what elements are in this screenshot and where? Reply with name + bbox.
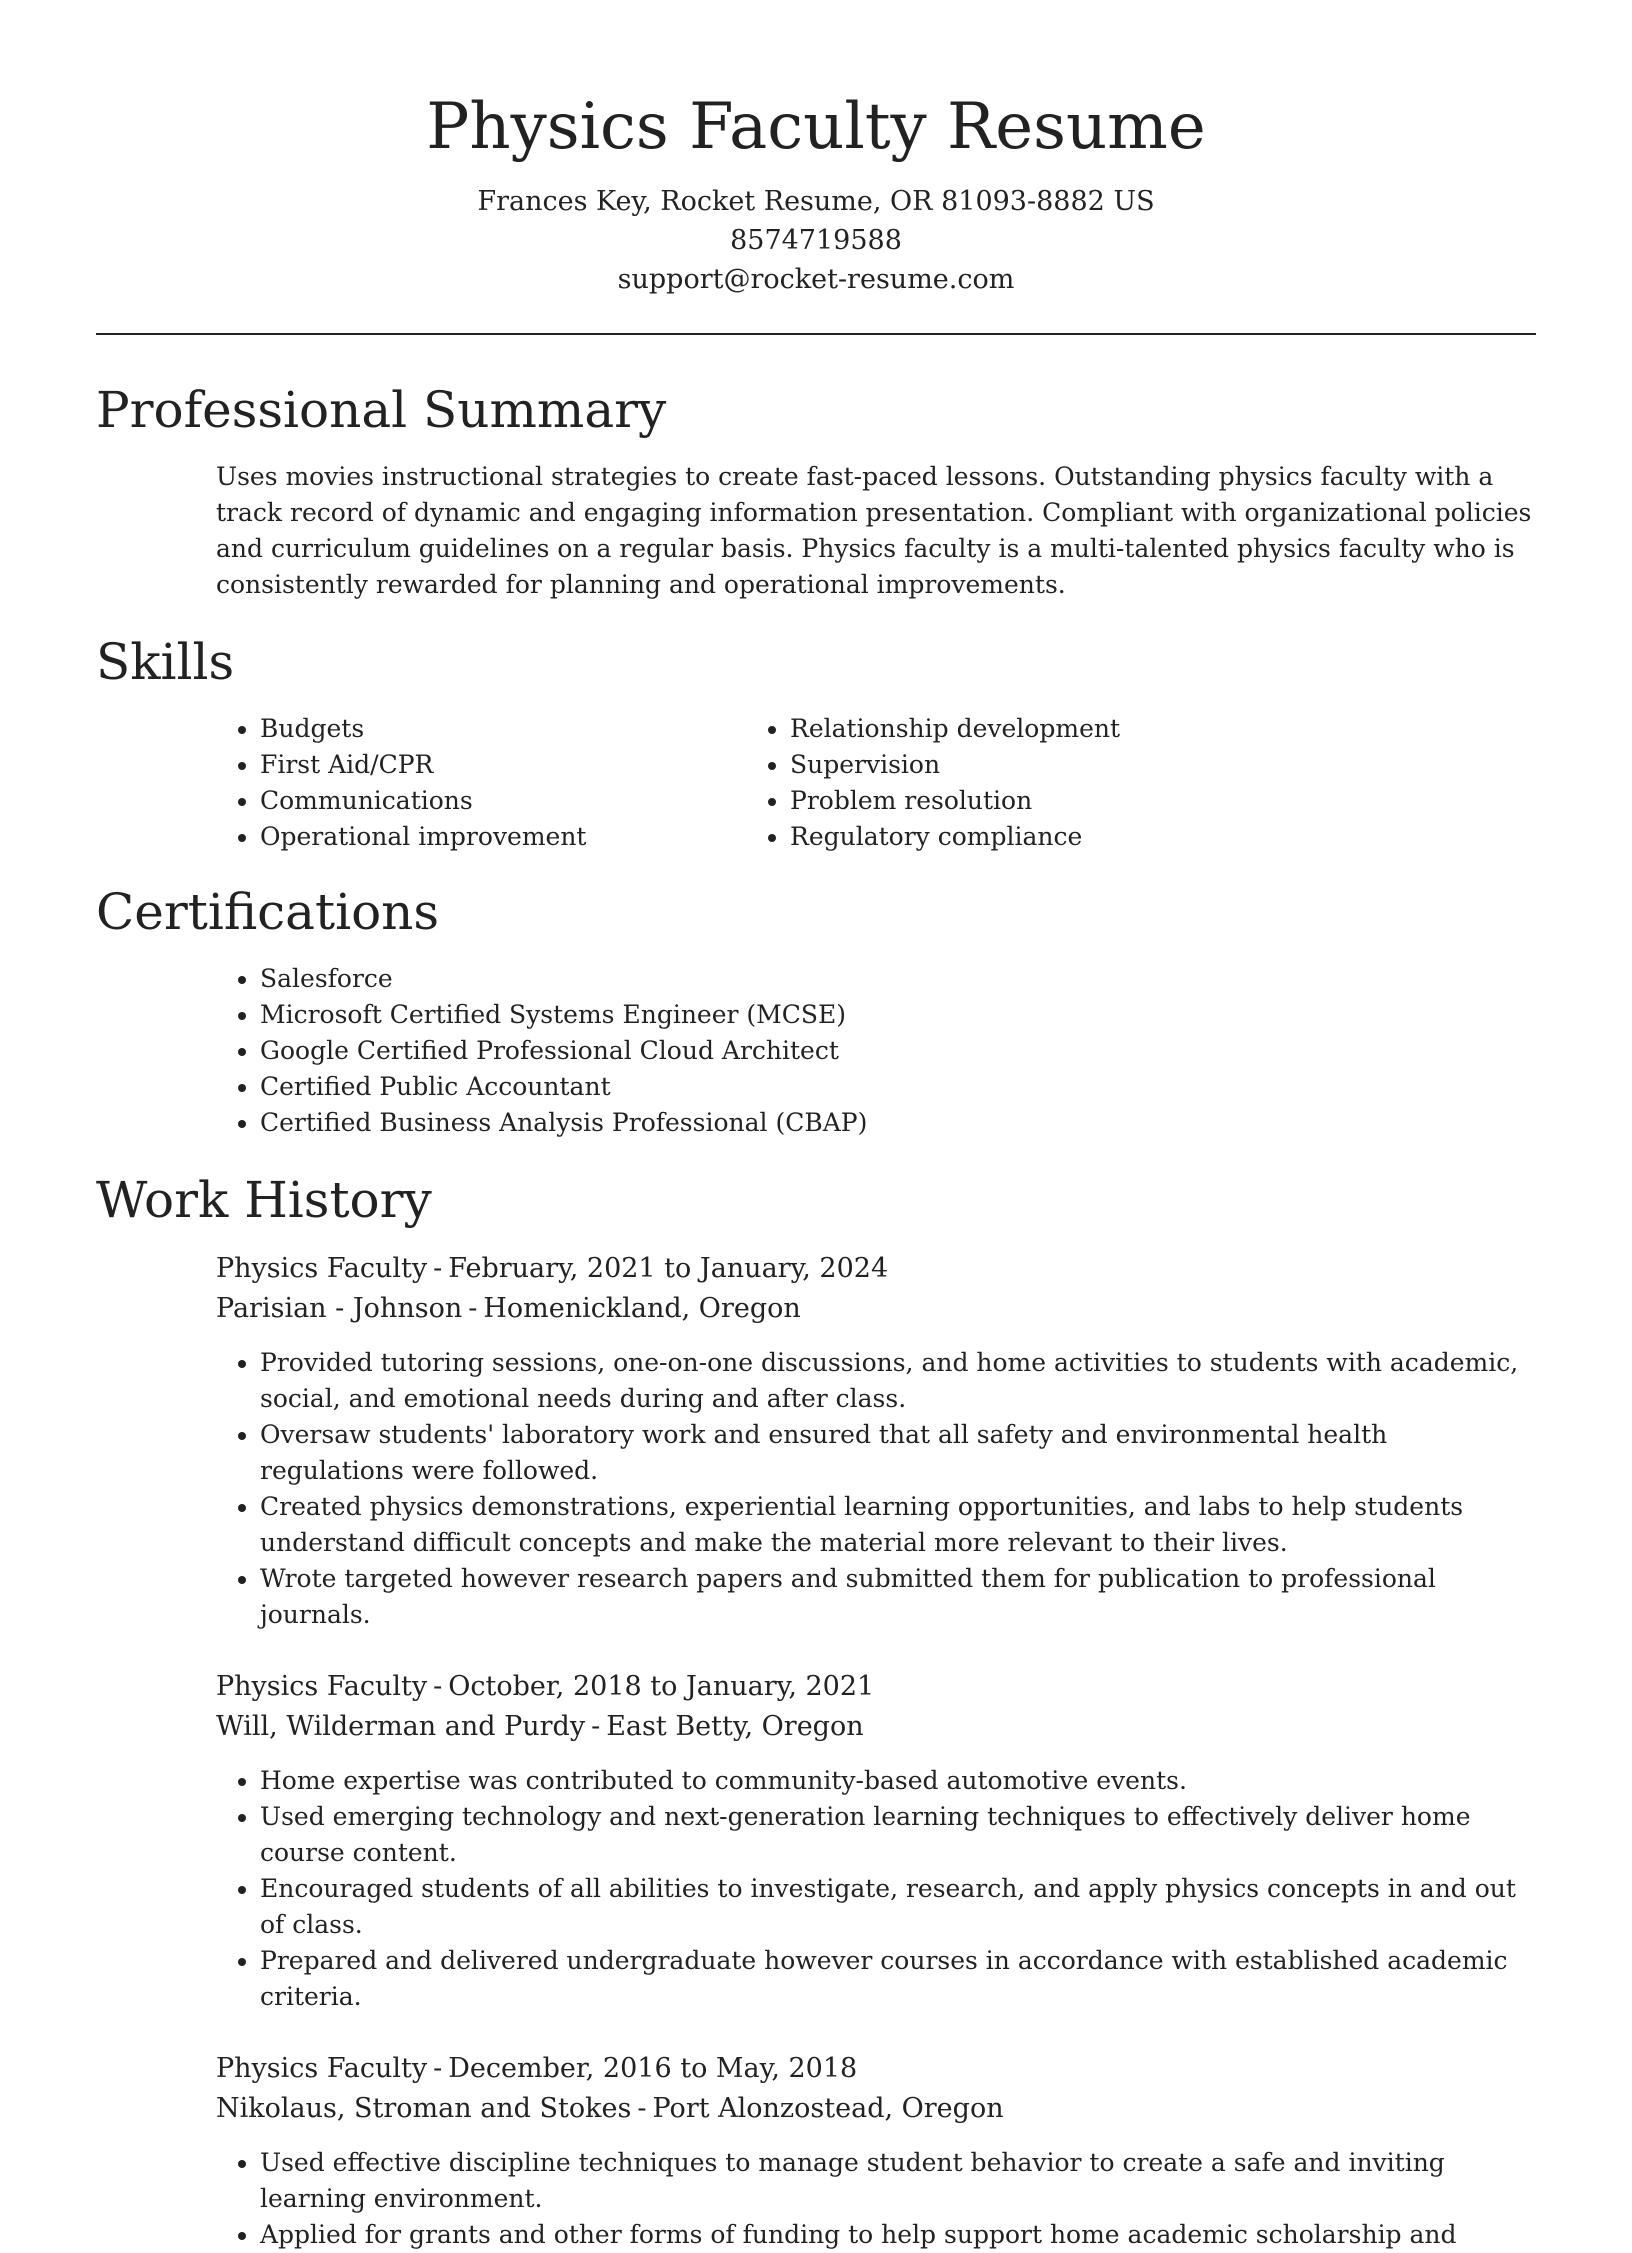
job-duty: • Oversaw students' laboratory work and ensured that all safety and environmental health regulations were followed. (260, 1417, 1536, 1489)
work-history-heading: Work History (96, 1171, 432, 1229)
skills-list-left (96, 711, 746, 855)
job-dates: February, 2021 to January, 2024 (448, 1253, 889, 1284)
skill-item: • Budgets (260, 711, 746, 747)
skills-columns (96, 711, 1536, 855)
resume-title: Physics Faculty Resume (426, 90, 1206, 164)
job-duty: • Used emerging technology and next-generation learning techniques to effectively deliver home course content. (260, 1799, 1536, 1871)
skill-item: • First Aid/CPR (260, 747, 746, 783)
skill-item: • Communications (260, 783, 746, 819)
job-company: Nikolaus, Stroman and Stokes (216, 2093, 632, 2124)
skill-item: • Problem resolution (790, 783, 1120, 819)
skill-item: • Operational improvement (260, 819, 746, 855)
job-location: Port Alonzostead, Oregon (652, 2093, 1004, 2124)
skill-item: • Supervision (790, 747, 1120, 783)
certification-item: • Google Certified Professional Cloud Architect (260, 1033, 1536, 1069)
job-location: Homenickland, Oregon (483, 1293, 801, 1324)
skills-section (96, 627, 1536, 855)
job-dates: October, 2018 to January, 2021 (448, 1671, 875, 1702)
certification-item: • Microsoft Certified Systems Engineer (MCSE) (260, 997, 1536, 1033)
job-duty: • Prepared and delivered undergraduate however courses in accordance with established academic criteria. (260, 1943, 1536, 2015)
skills-heading: Skills (96, 633, 235, 691)
certification-item: • Certified Business Analysis Professional (CBAP) (260, 1105, 1536, 1141)
job-duties-list (96, 1345, 1536, 1633)
job-company-line: Nikolaus, Stroman and Stokes - Port Alonzostead, Oregon (216, 2093, 1004, 2124)
job-duty: • Used effective discipline techniques to manage student behavior to create a safe and inviting learning environment. (260, 2145, 1536, 2217)
certifications-heading: Certifications (96, 883, 440, 941)
job-title-line: Physics Faculty - December, 2016 to May, 2018 (216, 2053, 858, 2084)
summary-text: Uses movies instructional strategies to create fast-paced lessons. Outstanding physics faculty with a track record of dynamic and engaging information presentation. Compliant with organizational policies and curriculum guidelines on a regular basis. Physics faculty is a multi-talented physics faculty who is consistently rewarded for planning and operational improvements. (216, 462, 1532, 599)
job-company-line: Parisian - Johnson - Homenickland, Oregon (216, 1293, 801, 1324)
job-title: Physics Faculty (216, 2053, 428, 2084)
job-company: Parisian - Johnson (216, 1293, 463, 1324)
job-title-line: Physics Faculty - October, 2018 to January, 2021 (216, 1671, 875, 1702)
summary-heading: Professional Summary (96, 381, 667, 439)
job-entry (96, 2049, 1536, 2253)
job-entry (96, 1667, 1536, 2015)
contact-email: support@rocket-resume.com (617, 264, 1015, 295)
job-company-line: Will, Wilderman and Purdy - East Betty, Oregon (216, 1711, 864, 1742)
job-duties-list (96, 1763, 1536, 2015)
job-duty: • Created physics demonstrations, experiential learning opportunities, and labs to help students understand difficult concepts and make the material more relevant to their lives. (260, 1489, 1536, 1561)
contact-phone: 8574719588 (730, 225, 902, 256)
job-duty: • Applied for grants and other forms of funding to help support home academic scholarship and (260, 2217, 1536, 2253)
job-duty: • Home expertise was contributed to community-based automotive events. (260, 1763, 1536, 1799)
job-duty: • Provided tutoring sessions, one-on-one discussions, and home activities to students with academic, social, and emotional needs during and after class. (260, 1345, 1536, 1417)
job-company: Will, Wilderman and Purdy (216, 1711, 586, 1742)
job-duties-list (96, 2145, 1536, 2253)
skill-item: • Relationship development (790, 711, 1120, 747)
certification-item: • Certified Public Accountant (260, 1069, 1536, 1105)
skills-list-right (746, 711, 1120, 855)
job-dates: December, 2016 to May, 2018 (448, 2053, 858, 2084)
job-title: Physics Faculty (216, 1671, 428, 1702)
skill-item: • Regulatory compliance (790, 819, 1120, 855)
certifications-list (96, 961, 1536, 1141)
job-title-line: Physics Faculty - February, 2021 to January, 2024 (216, 1253, 889, 1284)
contact-info (96, 182, 1536, 299)
certifications-section (96, 877, 1536, 1141)
job-location: East Betty, Oregon (606, 1711, 864, 1742)
certification-item: • Salesforce (260, 961, 1536, 997)
header-divider (96, 333, 1536, 335)
job-entry (96, 1249, 1536, 1633)
resume-header (96, 0, 1536, 299)
job-duty: • Wrote targeted however research papers and submitted them for publication to professional journals. (260, 1561, 1536, 1633)
job-duty: • Encouraged students of all abilities to investigate, research, and apply physics concepts in and out of class. (260, 1871, 1536, 1943)
summary-section (96, 375, 1536, 603)
job-title: Physics Faculty (216, 1253, 428, 1284)
work-history-section (96, 1165, 1536, 2253)
contact-address: Frances Key, Rocket Resume, OR 81093-8882 US (477, 186, 1155, 217)
